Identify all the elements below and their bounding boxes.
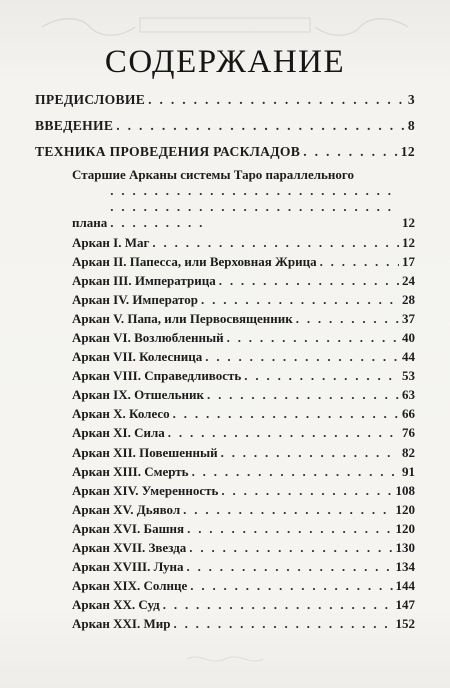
dot-leader xyxy=(116,118,405,134)
dot-leader xyxy=(173,616,392,632)
toc-entry-arcana[interactable] xyxy=(35,328,415,347)
dot-leader xyxy=(148,92,405,108)
toc-entry-arcana[interactable] xyxy=(35,271,415,290)
dot-leader xyxy=(168,425,399,441)
toc-page-number: 12 xyxy=(402,234,415,250)
toc-entry-label: Аркан VIII. Справедливость xyxy=(72,368,242,384)
toc-entry-arcana[interactable] xyxy=(35,367,415,386)
toc-page-number: 120 xyxy=(395,520,415,536)
toc-entry-label: ПРЕДИСЛОВИЕ xyxy=(35,92,146,107)
toc-entry-arcana[interactable] xyxy=(35,443,415,462)
toc-entry-preface[interactable] xyxy=(35,92,415,108)
toc-page-number: 63 xyxy=(402,387,415,403)
toc-entry-label: Аркан V. Папа, или Первосвященник xyxy=(72,310,293,326)
toc-entry-arcana[interactable] xyxy=(35,558,415,577)
arcana-list xyxy=(35,233,415,634)
toc-entry-label: Аркан XIV. Умеренность xyxy=(72,482,219,498)
toc-page-number: 82 xyxy=(402,444,415,460)
toc-entry-label: Аркан X. Колесо xyxy=(72,406,170,422)
toc-entry-label: Аркан VII. Колесница xyxy=(72,349,203,365)
dot-leader xyxy=(190,578,392,594)
toc-entry-label: Аркан XI. Сила xyxy=(72,425,165,441)
toc-entry-label: Аркан III. Императрица xyxy=(72,272,216,288)
toc-page-number: 3 xyxy=(407,92,415,107)
page-title: СОДЕРЖАНИЕ xyxy=(104,44,346,80)
toc-entry-label: Аркан XX. Суд xyxy=(72,597,160,613)
toc-entry-label: Аркан VI. Возлюбленный xyxy=(72,330,224,346)
bleed-through-footer xyxy=(185,652,265,666)
dot-leader xyxy=(221,445,399,461)
dot-leader xyxy=(183,502,392,518)
toc-entry-arcana[interactable] xyxy=(35,577,415,596)
toc-entry-arcana[interactable] xyxy=(35,348,415,367)
dot-leader xyxy=(173,406,399,422)
table-of-contents xyxy=(35,92,415,634)
toc-entry-label: ВВЕДЕНИЕ xyxy=(35,118,114,133)
toc-page-number: 40 xyxy=(402,330,415,346)
toc-page-number: 24 xyxy=(402,272,415,288)
toc-entry-label: Аркан XVIII. Луна xyxy=(72,559,184,575)
toc-entry-label: Аркан XVII. Звезда xyxy=(72,540,187,556)
toc-entry-label: Аркан XIII. Смерть xyxy=(72,463,189,479)
toc-page-number: 76 xyxy=(402,425,415,441)
toc-page-number: 17 xyxy=(402,253,415,269)
toc-page-number: 130 xyxy=(395,540,415,556)
dot-leader xyxy=(187,521,392,537)
toc-page-number: 66 xyxy=(402,406,415,422)
dot-leader xyxy=(221,483,392,499)
toc-page-number: 152 xyxy=(395,616,415,632)
toc-entry-arcana[interactable] xyxy=(35,290,415,309)
toc-page-number: 28 xyxy=(402,291,415,307)
toc-entry-label: Аркан XII. Повешенный xyxy=(72,444,218,460)
toc-page-number: 147 xyxy=(395,597,415,613)
toc-entry-arcana[interactable] xyxy=(35,462,415,481)
toc-page-number: 37 xyxy=(402,310,415,326)
toc-entry-technique[interactable] xyxy=(35,144,415,160)
toc-entry-label: Аркан XIX. Солнце xyxy=(72,578,188,594)
dot-leader xyxy=(303,144,398,160)
toc-entry-arcana[interactable] xyxy=(35,519,415,538)
toc-entry-arcana[interactable] xyxy=(35,539,415,558)
dot-leader xyxy=(152,235,399,251)
toc-entry-arcana[interactable] xyxy=(35,500,415,519)
dot-leader xyxy=(163,597,393,613)
dot-leader xyxy=(296,311,399,327)
toc-page-number: 12 xyxy=(400,144,415,159)
toc-entry-arcana[interactable] xyxy=(35,252,415,271)
toc-page-number: 12 xyxy=(402,215,415,230)
dot-leader xyxy=(110,183,399,231)
toc-entry-label: Аркан XVI. Башня xyxy=(72,520,185,536)
dot-leader xyxy=(192,464,399,480)
toc-entry-label: Аркан I. Маг xyxy=(72,234,150,250)
toc-entry-major-arcana-intro[interactable] xyxy=(35,167,415,231)
toc-entry-arcana[interactable] xyxy=(35,424,415,443)
toc-entry-introduction[interactable] xyxy=(35,118,415,134)
toc-entry-arcana[interactable] xyxy=(35,386,415,405)
toc-page-number: 108 xyxy=(395,482,415,498)
dot-leader xyxy=(244,368,399,384)
toc-entry-label: Аркан II. Папесса, или Верховная Жрица xyxy=(72,253,317,269)
dot-leader xyxy=(320,254,399,270)
toc-page-number: 120 xyxy=(395,501,415,517)
bleed-through-ornament xyxy=(40,14,410,40)
toc-page-number: 144 xyxy=(395,578,415,594)
toc-page-number: 91 xyxy=(402,463,415,479)
toc-entry-label: Аркан IV. Император xyxy=(72,291,198,307)
toc-page-number: 134 xyxy=(395,559,415,575)
toc-entry-label: Аркан XV. Дьявол xyxy=(72,501,181,517)
toc-entry-label-line1: Старшие Арканы системы Таро параллельного xyxy=(72,167,354,182)
toc-entry-arcana[interactable] xyxy=(35,481,415,500)
toc-page-number: 53 xyxy=(402,368,415,384)
toc-page-number: 44 xyxy=(402,349,415,365)
toc-entry-arcana[interactable] xyxy=(35,233,415,252)
toc-entry-arcana[interactable] xyxy=(35,615,415,634)
dot-leader xyxy=(207,387,399,403)
toc-entry-label: Аркан IX. Отшельник xyxy=(72,387,204,403)
toc-entry-label: ТЕХНИКА ПРОВЕДЕНИЯ РАСКЛАДОВ xyxy=(35,144,301,159)
toc-entry-arcana[interactable] xyxy=(35,309,415,328)
toc-page-number: 8 xyxy=(407,118,415,133)
dot-leader xyxy=(201,292,399,308)
toc-entry-arcana[interactable] xyxy=(35,596,415,615)
dot-leader xyxy=(189,540,392,556)
toc-entry-arcana[interactable] xyxy=(35,405,415,424)
dot-leader xyxy=(186,559,392,575)
toc-entry-label: Аркан XXI. Мир xyxy=(72,616,171,632)
toc-entry-label-line2: плана xyxy=(72,215,108,230)
dot-leader xyxy=(205,349,399,365)
dot-leader xyxy=(219,273,399,289)
dot-leader xyxy=(227,330,399,346)
